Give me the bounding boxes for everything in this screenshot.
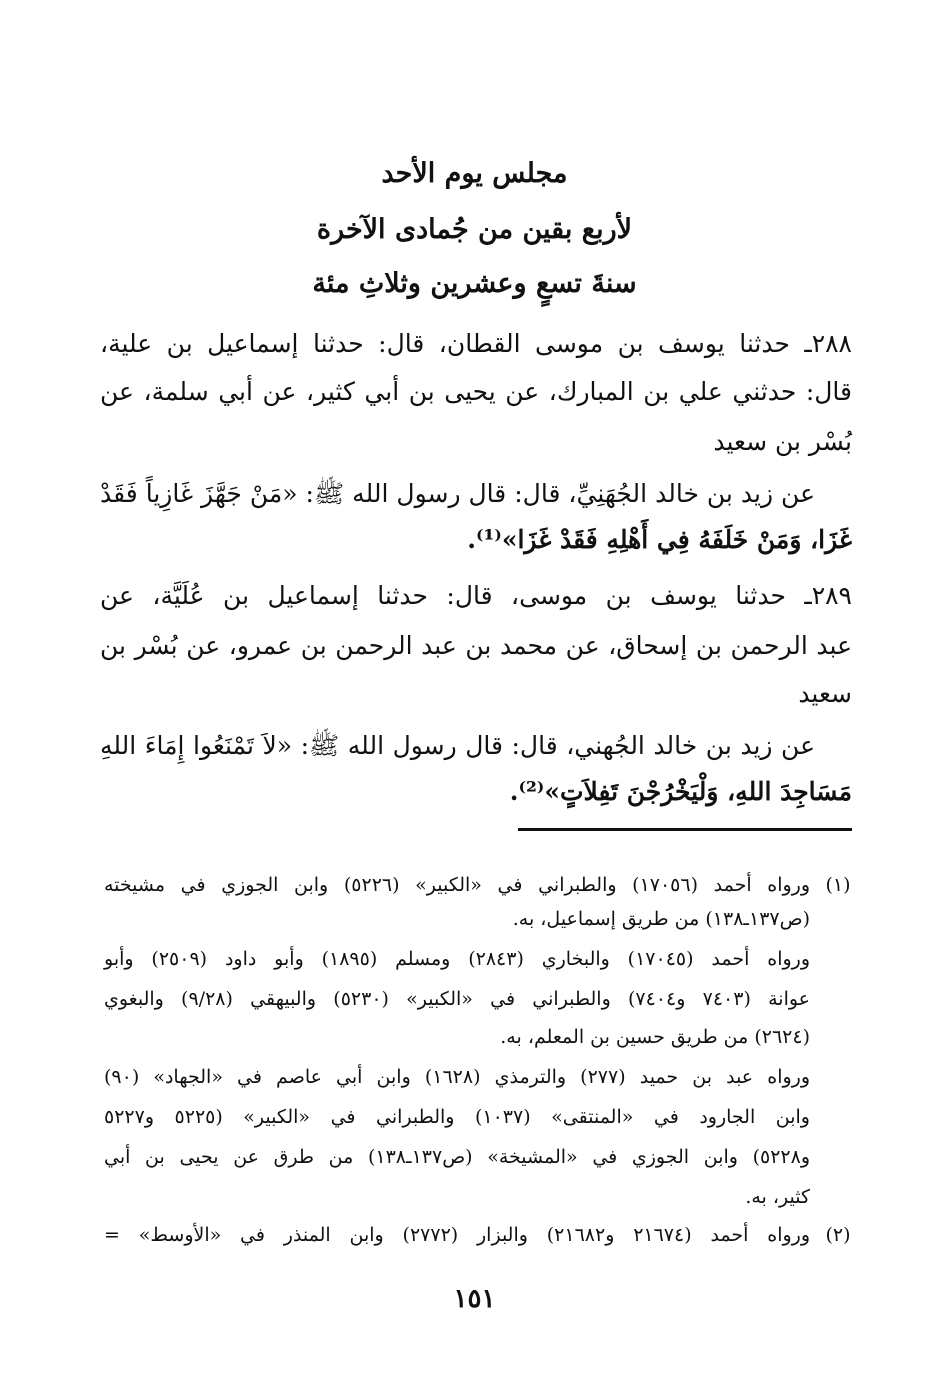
footnote-line: و٥٢٢٨) وابن الجوزي في «المشيخة» (ص١٣٧ـ١٣٨) من طرق عن يحيى بن أبي	[104, 1146, 811, 1168]
hadith-288-line-1: ٢٨٨ـ حدثنا يوسف بن موسى القطان، قال: حدثنا إسماعيل بن علية،	[100, 329, 852, 358]
footnote-line: كثير، به.	[745, 1186, 810, 1208]
hadith-288-matn-line-1: عن زيد بن خالد الجُهَنِيِّ، قال: قال رسول الله ﷺ: «مَنْ جَهَّزَ غَازِياً فَقَدْ	[100, 479, 815, 508]
footnote-line: وابن الجارود في «المنتقى» (١٠٣٧) والطبراني في «الكبير» (٥٢٢٥ و٥٢٢٧	[104, 1106, 810, 1128]
heading-title: مجلس يوم الأحد	[381, 158, 568, 189]
hadith-289-line-1: ٢٨٩ـ حدثنا يوسف بن موسى، قال: حدثنا إسماعيل بن عُلَيَّة، عن	[100, 581, 852, 610]
footnote-line: ورواه عبد بن حميد (٢٧٧) والترمذي (١٦٢٨) وابن أبي عاصم في «الجهاد» (٩٠)	[104, 1066, 810, 1088]
hadith-288-matn-line-2: غَزَا، وَمَنْ خَلَفَهُ فِي أَهْلِهِ فَقَدْ غَزَا»⁽¹⁾.	[467, 525, 852, 554]
heading-year: سنةَ تسعٍ وعشرين وثلاثِ مئة	[312, 268, 637, 299]
hadith-288-line-3: بُسْر بن سعيد	[713, 427, 852, 456]
footnote-line: ورواه أحمد (٢١٦٧٤ و٢١٦٨٢) والبزار (٢٧٧٢) وابن المنذر في «الأوسط» =	[104, 1224, 810, 1246]
footnote-line: ورواه أحمد (١٧٠٥٦) والطبراني في «الكبير» (٥٢٢٦) وابن الجوزي في مشيخته	[104, 874, 810, 896]
hadith-289-line-3: سعيد	[798, 679, 852, 708]
footnote-line: (٢٦٢٤) من طريق حسين بن المعلم، به.	[500, 1026, 810, 1048]
hadith-289-line-2: عبد الرحمن بن إسحاق، عن محمد بن عبد الرحمن بن عمرو، عن بُسْر بن	[100, 631, 852, 660]
hadith-289-matn-line-1: عن زيد بن خالد الجُهني، قال: قال رسول الله ﷺ: «لاَ تَمْنَعُوا إِمَاءَ اللهِ	[100, 731, 815, 760]
footnote-line: ورواه أحمد (١٧٠٤٥) والبخاري (٢٨٤٣) ومسلم (١٨٩٥) وأبو داود (٢٥٠٩) وأبو	[104, 948, 810, 970]
footnote-2-number: (٢)	[825, 1224, 851, 1246]
footnote-line: (ص١٣٧ـ١٣٨) من طريق إسماعيل، به.	[512, 908, 810, 930]
footnote-1-number: (١)	[825, 874, 851, 896]
heading-date: لأربع بقين من جُمادى الآخرة	[316, 214, 633, 245]
hadith-288-line-2: قال: حدثني علي بن المبارك، عن يحيى بن أبي كثير، عن أبي سلمة، عن	[100, 377, 852, 406]
hadith-289-matn-line-2: مَسَاجِدَ اللهِ، وَلْيَخْرُجْنَ تَفِلاَتٍ»⁽²⁾.	[509, 777, 852, 806]
footnote-separator	[518, 828, 852, 831]
page-number: ١٥١	[453, 1284, 496, 1314]
footnote-line: عوانة (٧٤٠٣ و٧٤٠٤) والطبراني في «الكبير» (٥٢٣٠) والبيهقي (٩/٢٨) والبغوي	[104, 988, 810, 1010]
